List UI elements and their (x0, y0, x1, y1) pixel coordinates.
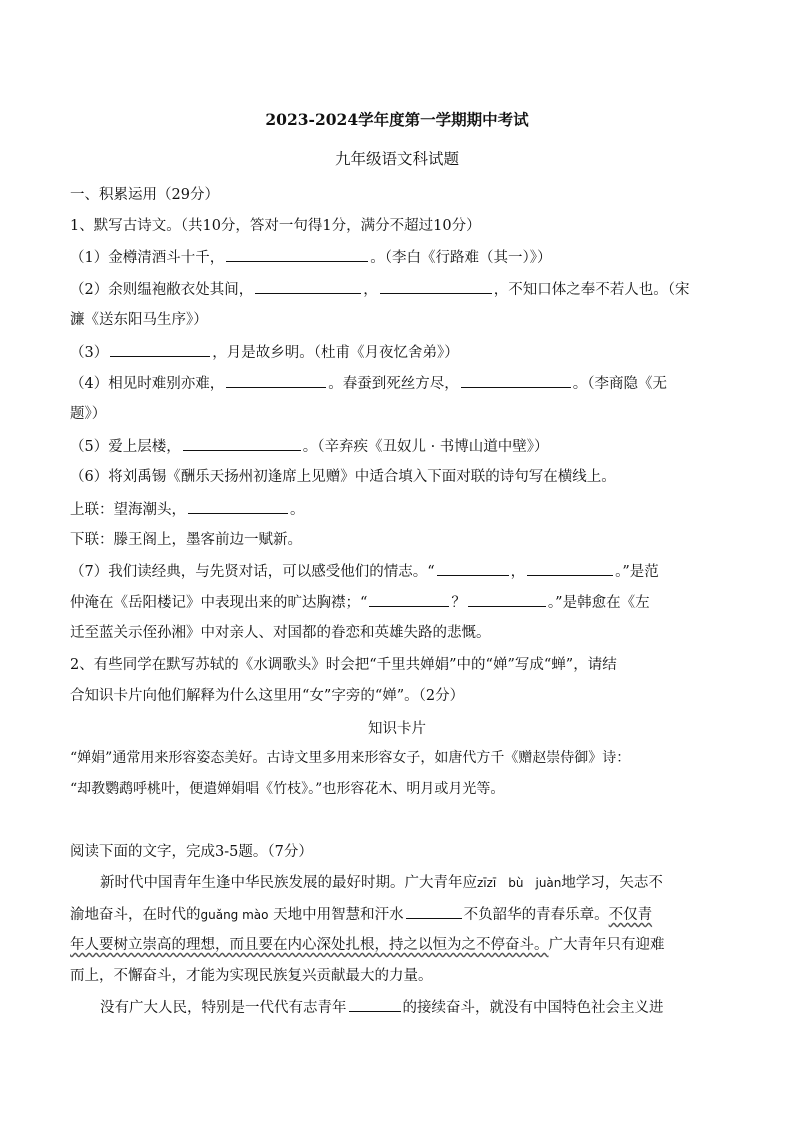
reading-p1-line-2 (70, 904, 652, 925)
q1-item-4-text-b: 。春蚕到死丝方尽， (328, 376, 459, 392)
reading-p1-text-a: 新时代中国青年生逢中华民族发展的最好时期。广大青年应 (100, 875, 477, 891)
reading-p1-wavy-a: 不仅青 (608, 907, 653, 923)
q1-item-2-blank-2[interactable] (380, 279, 492, 294)
question-2-line-2: 合知识卡片向他们解释为什么这里用“女”字旁的“婵”。（2分） (70, 688, 465, 704)
q1-item-1-blank[interactable] (226, 247, 368, 262)
q1-item-7-text-e: ？ (451, 595, 466, 611)
reading-p1-line-4: 而上，不懈奋斗，才能为实现民族复兴贡献最大的力量。 (70, 968, 433, 984)
q1-item-2-text-b: ， (363, 282, 378, 298)
q1-item-7-line-3: 迁至蓝关示侄孙湘》中对亲人、对国都的眷恋和英雄失路的悲慨。 (70, 625, 491, 641)
exam-subtitle: 九年级语文科试题 (334, 150, 459, 168)
reading-p1-line-1 (100, 873, 663, 893)
q1-item-5-text-a: （5）爱上层楼， (70, 439, 181, 455)
reading-p2-text-a: 没有广大人民，特别是一代代有志青年 (100, 1000, 347, 1016)
q1-item-2-text-c: ，不知口体之奉不若人也。（宋 (493, 282, 690, 298)
q1-item-7-line-2 (70, 592, 650, 613)
q1-item-3-blank[interactable] (110, 342, 210, 357)
q1-item-7-text-c: 。”是范 (615, 564, 659, 580)
q1-item-2-continued: 濂《送东阳马生序》） (70, 312, 208, 328)
reading-p2-text-b: 的接续奋斗，就没有中国特色社会主义进 (402, 1000, 664, 1016)
exam-title: 2023-2024学年度第一学期期中考试 (265, 110, 529, 129)
knowledge-card-line-2: “却教鹦鹉呼桃叶，便遣婵娟唱《竹枝》。”也形容花木、明月或月光等。 (70, 781, 505, 797)
knowledge-card-title: 知识卡片 (368, 721, 426, 737)
q1-item-4-continued: 题》） (70, 406, 107, 422)
q1-item-1-text-b: 。（李白《行路难（其一）》） (370, 250, 552, 266)
q1-item-7-blank-3[interactable] (369, 592, 449, 607)
reading-p1-text-b: 地学习，矢志不 (561, 875, 663, 891)
knowledge-card-line-1: “婵娟”通常用来形容姿态美好。古诗文里多用来形容女子，如唐代方千《赠赵崇侍御》诗： (70, 750, 631, 766)
q1-item-3 (70, 342, 459, 363)
q1-item-7-blank-4[interactable] (468, 592, 546, 607)
q1-item-1 (70, 247, 551, 268)
question-2-line-1: 2、有些同学在默写苏轼的《水调歌头》时会把“千里共婵娟”中的“婵”写成“蝉”，请结 (70, 657, 617, 673)
q1-item-2-text-a: （2）余则缊袍敝衣处其间， (70, 282, 254, 298)
q1-item-7-blank-2[interactable] (527, 561, 613, 576)
reading-p1-text-h: 广大青年只有迎难 (548, 937, 665, 953)
q1-item-4-blank-1[interactable] (226, 373, 326, 388)
q1-item-3-text-a: （3） (70, 345, 109, 361)
reading-p1-text-c: 渝地奋斗，在时代的 (70, 907, 201, 923)
q1-item-7-text-b: ， (510, 564, 526, 580)
reading-p2-blank[interactable] (349, 997, 401, 1012)
reading-p1-text-e: 不负韶华的青春乐章。 (463, 907, 609, 923)
q1-item-4-text-c: 。（李商隐《无 (572, 376, 667, 392)
q1-item-5-blank[interactable] (183, 436, 301, 451)
question-1-prompt: 1、默写古诗文。（共10分，答对一句得1分，满分不超过10分） (70, 218, 481, 234)
q1-item-7-text-d: 仲淹在《岳阳楼记》中表现出来的旷达胸襟；“ (70, 595, 368, 611)
couplet-lower: 下联：滕王阁上，墨客前边一赋新。 (70, 532, 302, 548)
q1-item-7-blank-1[interactable] (437, 561, 509, 576)
reading-p2-line-1 (100, 997, 664, 1018)
pinyin-guangmao: guǎng mào (200, 908, 269, 922)
q1-item-4-blank-2[interactable] (461, 373, 571, 388)
q1-item-7-text-f: 。”是韩愈在《左 (547, 595, 650, 611)
q1-item-5 (70, 436, 549, 457)
couplet-upper-blank[interactable] (188, 499, 288, 514)
reading-prompt: 阅读下面的文字，完成3-5题。（7分） (70, 844, 313, 860)
q1-item-6: （6）将刘禹锡《酬乐天扬州初逢席上见赠》中适合填入下面对联的诗句写在横线上。 (70, 469, 616, 485)
q1-item-2-blank-1[interactable] (255, 279, 361, 294)
couplet-upper-text-a: 上联：望海潮头， (70, 502, 186, 518)
section-heading: 一、积累运用（29分） (70, 187, 219, 203)
reading-p1-line-3 (70, 935, 665, 955)
q1-item-4-text-a: （4）相见时难别亦难， (70, 376, 225, 392)
reading-p1-blank[interactable] (406, 904, 462, 919)
couplet-upper-text-b: 。 (290, 502, 305, 518)
reading-p1-wavy-b: 年人要树立崇高的理想，而且要在内心深处扎根，持之以恒为之不停奋斗。 (70, 937, 549, 953)
pinyin-zizibujuan: zīzī bù juàn (477, 876, 562, 890)
q1-item-1-text-a: （1）金樽清酒斗十千， (70, 250, 225, 266)
reading-p1-text-d: 天地中用智慧和汗水 (273, 907, 404, 923)
couplet-upper (70, 499, 305, 520)
q1-item-7 (70, 561, 659, 582)
q1-item-7-text-a: （7）我们读经典，与先贤对话，可以感受他们的情志。“ (70, 564, 435, 580)
q1-item-2 (70, 279, 689, 300)
q1-item-5-text-b: 。（辛弃疾《丑奴儿 · 书博山道中壁》） (302, 439, 549, 455)
q1-item-3-text-b: ，月是故乡明。（杜甫《月夜忆舍弟》） (212, 345, 459, 361)
q1-item-4 (70, 373, 667, 394)
